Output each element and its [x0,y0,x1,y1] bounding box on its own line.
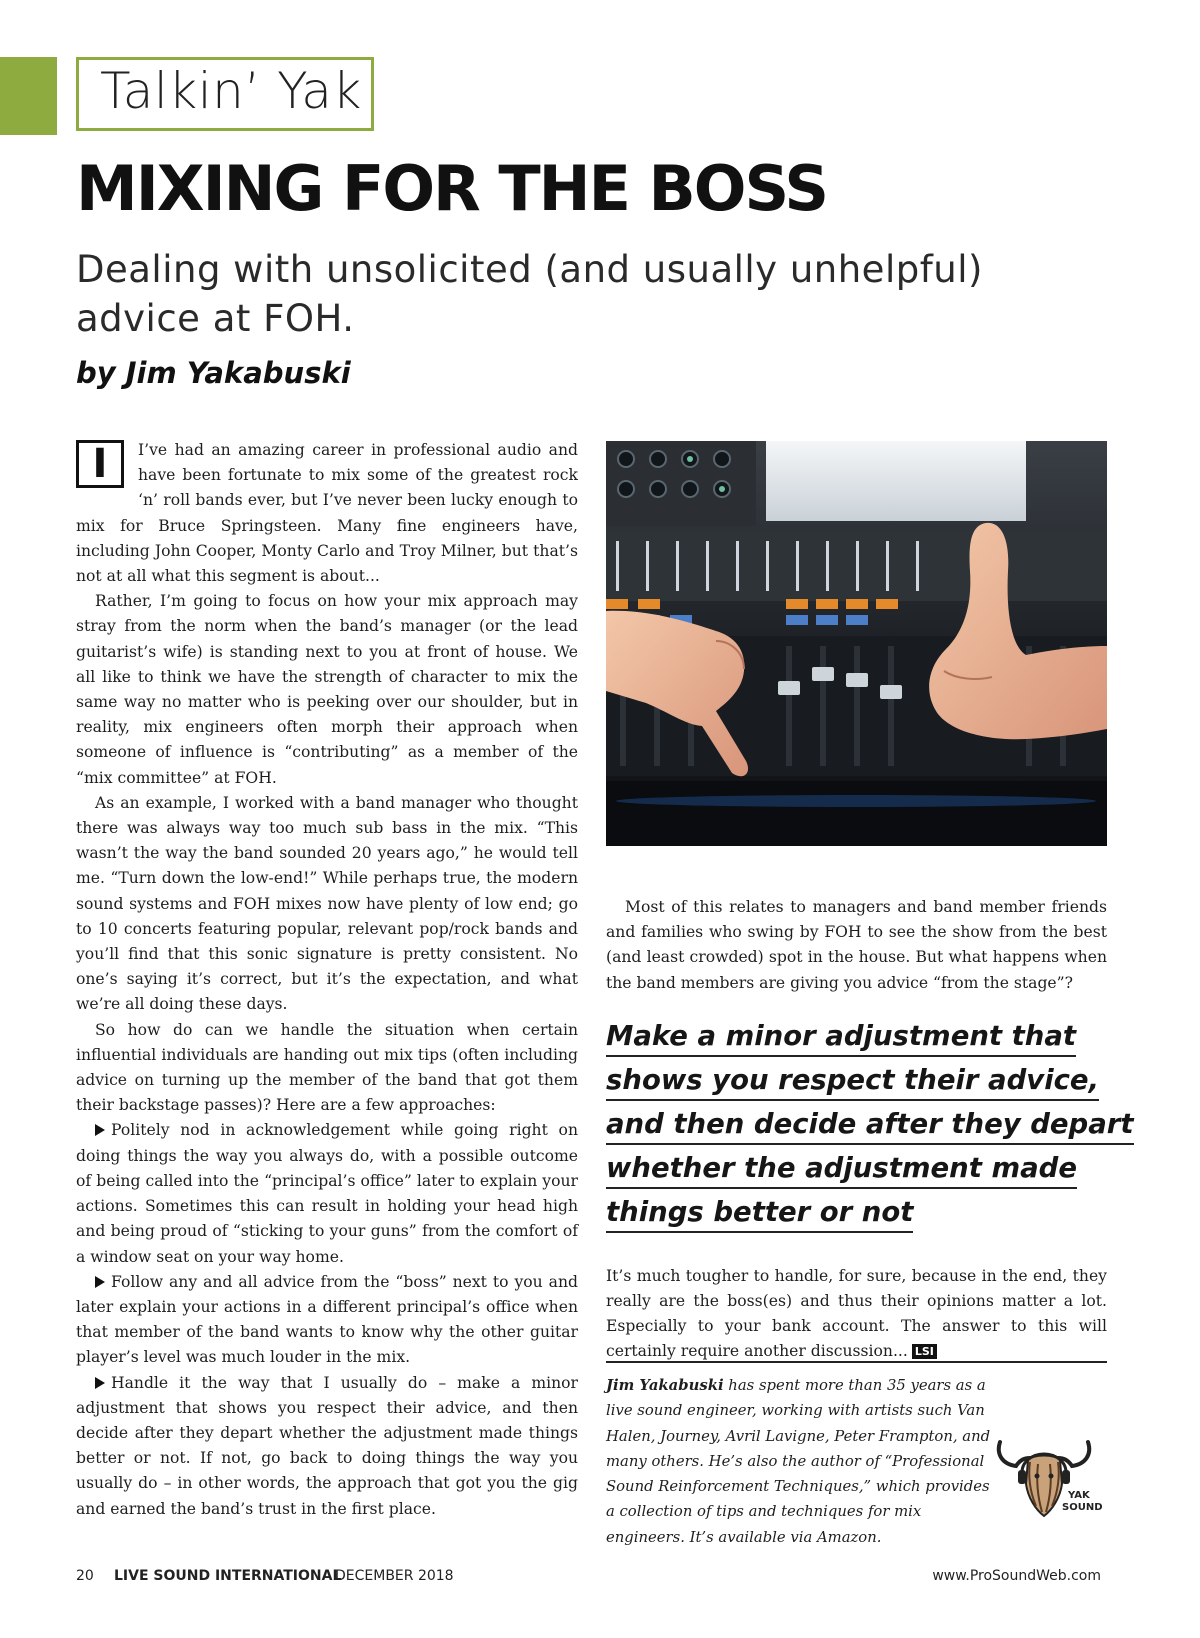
paragraph [76,438,578,589]
mixing-console-photo [606,441,1107,846]
paragraph: So how do can we handle the situation when certain influential individuals are handing out mix tips (often including advice on turning up the member of the band that got them their backstage passes)? Here are a few approaches: [76,1020,578,1115]
paragraph-text: It’s much tougher to handle, for sure, because in the end, they really are the boss(es) and thus their opinions matter a lot. Especially to your bank account. The answer to this will certainly require another discussion... [606,1266,1107,1361]
left-column [76,438,578,1522]
section-color-tab [0,57,57,135]
author-name: Jim Yakabuski [606,1377,724,1394]
pull-quote-line: Make a minor adjustment that [606,1018,1076,1057]
website-url: www.ProSoundWeb.com [932,1568,1101,1584]
paragraph: Rather, I’m going to focus on how your mix approach may stray from the norm when the band’s manager (or the lead guitarist’s wife) is standing next to you at front of house. We all like to think we have the strength of character to mix the same way no matter who is peeking over our shoulder, but in reality, mix engineers often morph their approach when someone of influence is “contributing” as a member of the “mix committee” at FOH. [76,592,578,787]
issue-date: DECEMBER 2018 [335,1568,454,1584]
paragraph: Most of this relates to managers and band member friends and families who swing by FOH to see the show from the best (and least crowded) spot in the house. But what happens when the band members are giving you advice “from the stage”? [606,898,1107,992]
deck-subtitle: Dealing with unsolicited (and usually unhelpful) advice at FOH. [76,248,983,340]
bullet-text: Politely nod in acknowledgement while going right on doing things the way you always do, with a possible outcome of being called into the “principal’s office” later to explain your actions. Sometimes this can result in holding your head high and being proud of “sticking to your guns” from the comfort of a window seat on your way home. [76,1121,578,1266]
right-column-top [606,895,1107,996]
paragraph [606,1264,1107,1365]
logo-text-sound: SOUND [1062,1502,1103,1513]
magazine-name: LIVE SOUND INTERNATIONAL [114,1568,342,1584]
dropcap: I [76,440,124,488]
pull-quote [606,1016,1134,1236]
author-bio [606,1373,1001,1550]
pull-quote-line: and then decide after they depart [606,1106,1134,1145]
bullet-text: Handle it the way that I usually do – make a minor adjustment that shows you respect their advice, and then decide after they depart whether the adjustment made things better or not. If not, go back to doing things the way you usually do – in other words, the approach that got you the gig and earned the band’s trust in the first place. [76,1373,578,1518]
bio-divider [606,1361,1107,1363]
console-thumbs-illustration [606,441,1107,846]
bullet-item [76,1371,578,1522]
end-mark: LSI [912,1344,937,1359]
page-number: 20 [76,1568,94,1584]
pull-quote-line: whether the adjustment made [606,1150,1077,1189]
paragraph-text: I’ve had an amazing career in professional audio and have been fortunate to mix some of the greatest rock ‘n’ roll bands ever, but I’ve never been lucky enough to mix for Bruce Springsteen. Many fine engineers have, including John Cooper, Monty Carlo and Troy Milner, but that’s not at all what this segment is about... [76,441,578,586]
section-label: Talkin’ Yak [100,62,362,120]
bullet-arrow-icon [95,1124,105,1136]
pull-quote-line: things better or not [606,1194,913,1233]
bullet-item [76,1118,578,1269]
headline: MIXING FOR THE BOSS [76,152,827,225]
yak-sound-logo-icon [992,1432,1103,1520]
paragraph: As an example, I worked with a band manager who thought there was always way too much sub bass in the mix. “This wasn’t the way the band sounded 20 years ago,” he would tell me. “Turn down the low-end!” While perhaps true, the modern sound systems and FOH mixes now have plenty of low end; go to 10 concerts featuring popular, relevant pop/rock bands and you’ll find that this sonic signature is pretty consistent. No one’s saying it’s correct, but it’s the expectation, and what we’re all doing these days. [76,793,578,1014]
bullet-item [76,1270,578,1371]
author-bio-text: has spent more than 35 years as a live sound engineer, working with artists such Van Halen, Journey, Avril Lavigne, Peter Frampton, and many others. He’s also the author of “Professional Sound Reinforcement Techniques,” which provides a collection of tips and techniques for mix engineers. It’s available via Amazon. [606,1377,991,1546]
pull-quote-line: shows you respect their advice, [606,1062,1099,1101]
logo-text-yak: YAK [1068,1490,1090,1501]
bullet-text: Follow any and all advice from the “boss” next to you and later explain your actions in a different principal’s office when that member of the band wants to know why the other guitar player’s level was much louder in the mix. [76,1272,578,1367]
byline: by Jim Yakabuski [76,356,351,390]
bullet-arrow-icon [95,1276,105,1288]
bullet-arrow-icon [95,1377,105,1389]
